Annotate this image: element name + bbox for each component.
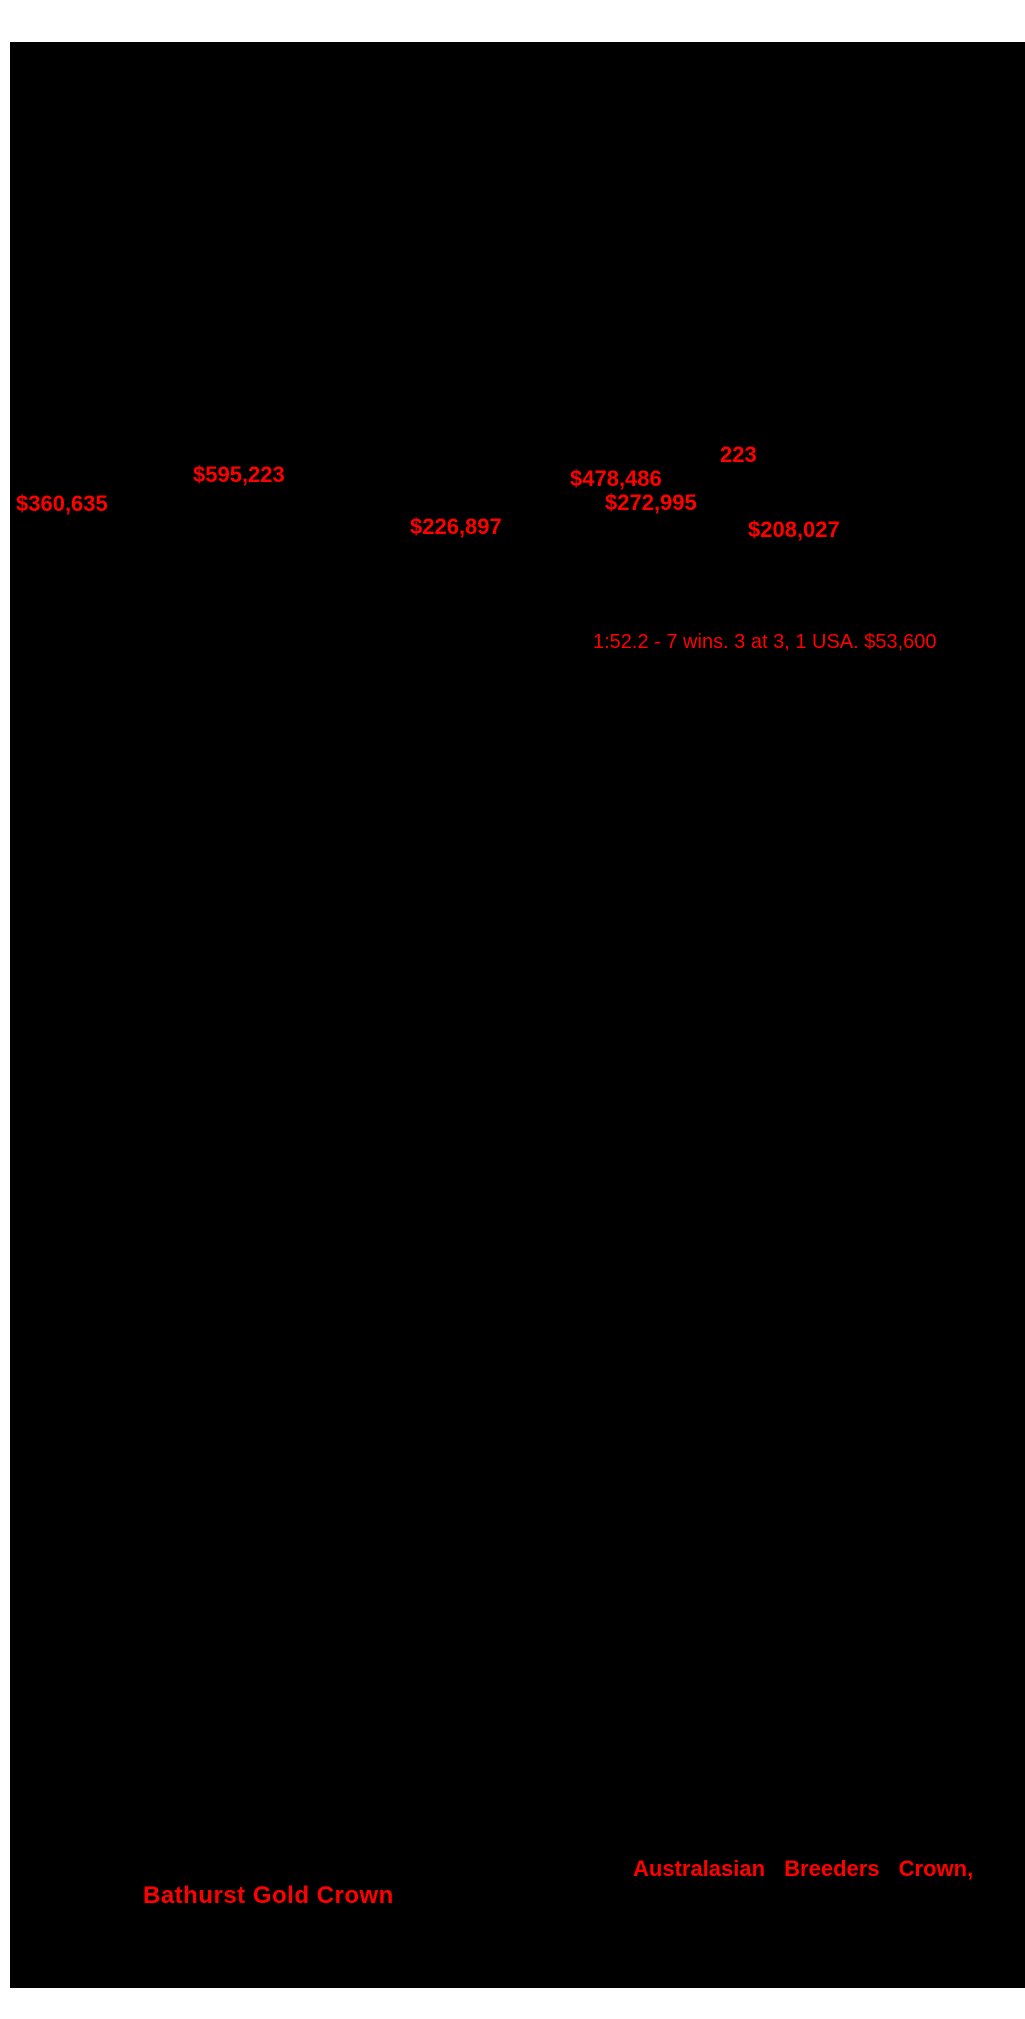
earnings-value: $595,223 [193,462,285,487]
earnings-value: $272,995 [605,490,697,515]
earnings-value: $208,027 [748,517,840,542]
race-name: Australasian Breeders Crown, [633,1856,974,1881]
page-body-black-region [10,42,1025,1988]
earnings-value: $478,486 [570,466,662,491]
earnings-value-partial: 223 [720,442,757,467]
race-record-line: 1:52.2 - 7 wins. 3 at 3, 1 USA. $53,600 [593,631,937,653]
race-name: Bathurst Gold Crown [143,1882,394,1909]
earnings-value: $226,897 [410,514,502,539]
earnings-value: $360,635 [16,491,108,516]
